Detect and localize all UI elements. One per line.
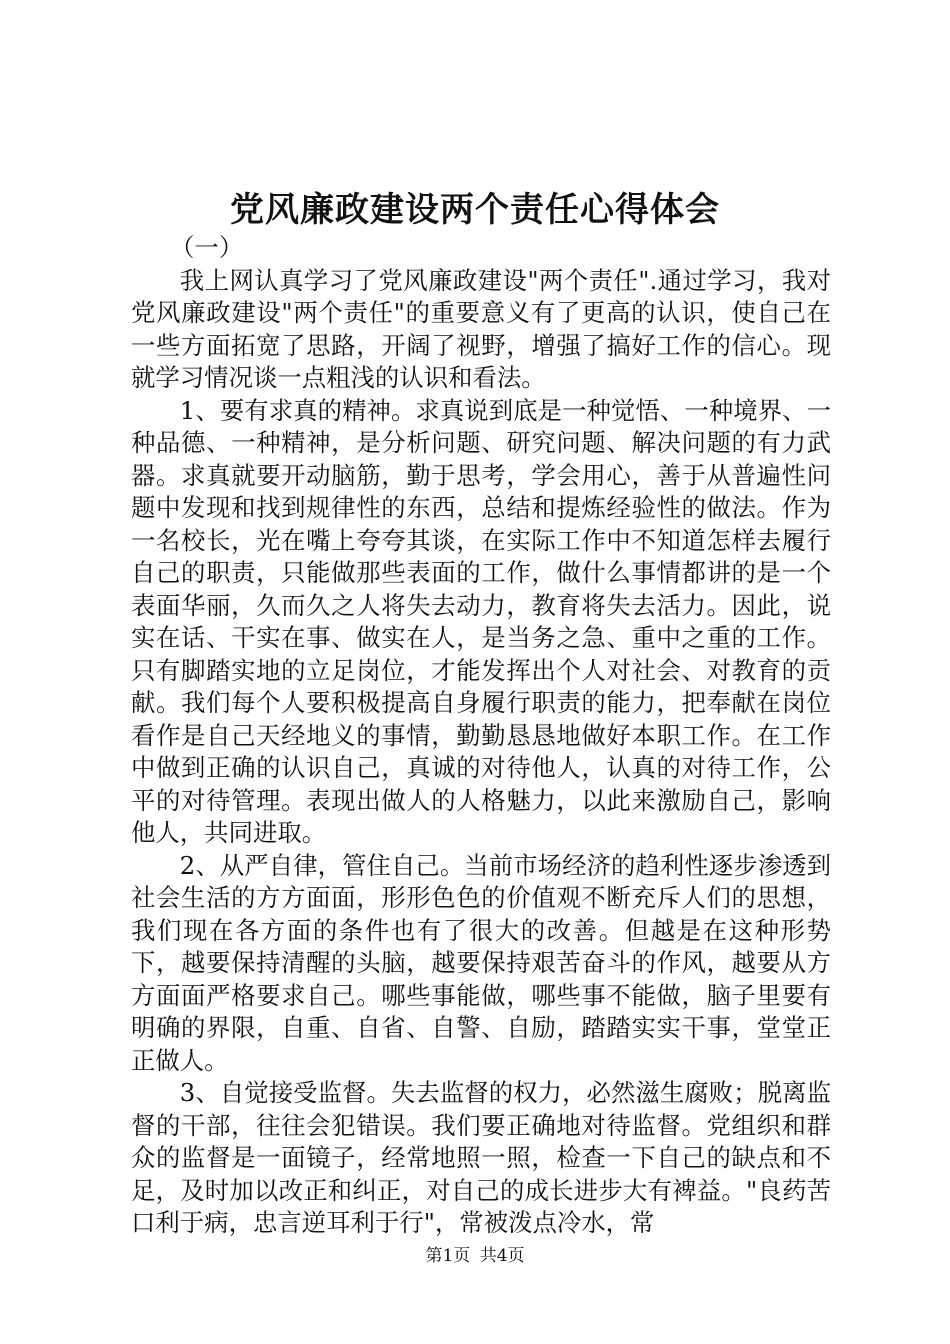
page-indicator: 第1页 共4页 bbox=[425, 1246, 525, 1266]
page-title: 党风廉政建设两个责任心得体会 bbox=[230, 190, 720, 230]
document-body bbox=[131, 232, 831, 1240]
paragraph-point-2: 2、从严自律，管住自己。当前市场经济的趋利性逐步渗透到社会生活的方方面面，形形色色的价值观不断充斥人们的思想，我们现在各方面的条件也有了很大的改善。但越是在这种形势下，越要保持清醒的头脑，越要保持艰苦奋斗的作风，越要从方方面面严格要求自己。哪些事能做，哪些事不能做，脑子里要有明确的界限，自重、自省、自警、自励，踏踏实实干事，堂堂正正做人。 bbox=[131, 850, 831, 1075]
paragraph-point-1: 1、要有求真的精神。求真说到底是一种觉悟、一种境界、一种品德、一种精神，是分析问题、研究问题、解决问题的有力武器。求真就要开动脑筋，勤于思考，学会用心，善于从普遍性问题中发现和找到规律性的东西，总结和提炼经验性的做法。作为一名校长，光在嘴上夸夸其谈，在实际工作中不知道怎样去履行自己的职责，只能做那些表面的工作，做什么事情都讲的是一个表面华丽，久而久之人将失去动力，教育将失去活力。因此，说实在话、干实在事、做实在人，是当务之急、重中之重的工作。只有脚踏实地的立足岗位，才能发挥出个人对社会、对教育的贡献。我们每个人要积极提高自身履行职责的能力，把奉献在岗位看作是自己天经地义的事情，勤勤恳恳地做好本职工作。在工作中做到正确的认识自己，真诚的对待他人，认真的对待工作，公平的对待管理。表现出做人的人格魅力，以此来激励自己，影响他人，共同进取。 bbox=[131, 395, 831, 847]
paragraph-point-3: 3、自觉接受监督。失去监督的权力，必然滋生腐败；脱离监督的干部，往往会犯错误。我们要正确地对待监督。党组织和群众的监督是一面镜子，经常地照一照，检查一下自己的缺点和不足，及时加以改正和纠正，对自己的成长进步大有裨益。"良药苦口利于病，忠言逆耳利于行"，常被泼点冷水，常 bbox=[131, 1078, 831, 1237]
paragraph-intro: 我上网认真学习了党风廉政建设"两个责任".通过学习，我对党风廉政建设"两个责任"的重要意义有了更高的认识，使自己在一些方面拓宽了思路，开阔了视野，增强了搞好工作的信心。现就学习情况谈一点粗浅的认识和看法。 bbox=[131, 265, 831, 392]
page-footer bbox=[0, 1244, 950, 1268]
section-label: （一） bbox=[170, 233, 244, 262]
